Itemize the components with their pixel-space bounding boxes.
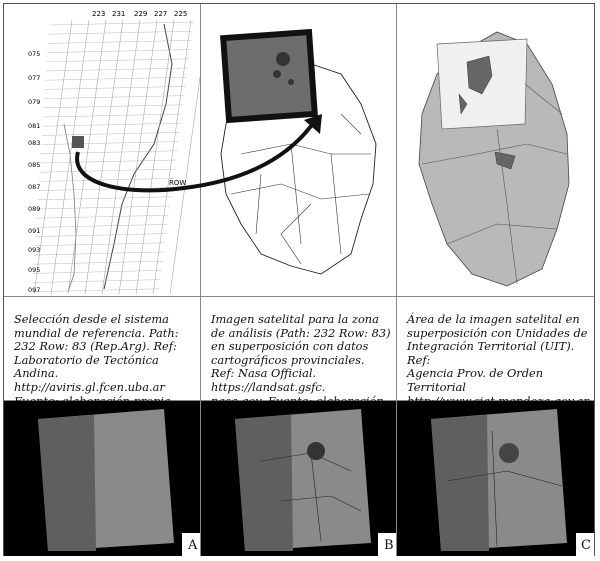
row-label: 081 bbox=[28, 122, 41, 130]
scene-image-a bbox=[4, 401, 200, 556]
caption-panel-b: Imagen satelital para la zona de análisis (Path: 232 Row: 83) en superposición con datos cartográficos provinciales. Ref: Nasa Official. https://landsat.gsfc. bbox=[211, 312, 391, 394]
scene-panel-c bbox=[397, 401, 594, 556]
urban-area bbox=[499, 443, 519, 463]
row-label: 091 bbox=[28, 227, 41, 235]
path-label: 227 bbox=[154, 10, 168, 18]
path-label: 223 bbox=[92, 10, 106, 18]
row-label: 087 bbox=[28, 183, 41, 191]
connector-arrow bbox=[64, 104, 404, 224]
mountain-region bbox=[235, 415, 293, 551]
row-label: 093 bbox=[28, 246, 41, 254]
grid-row-line bbox=[34, 252, 164, 255]
grid-row-line bbox=[36, 224, 168, 227]
mountain-region bbox=[38, 415, 96, 551]
scene-image-b bbox=[201, 401, 396, 556]
urban-area bbox=[307, 442, 325, 460]
path-label: 225 bbox=[174, 10, 188, 18]
path-label: 231 bbox=[112, 10, 126, 18]
row-label: 083 bbox=[28, 139, 41, 147]
scene-panel-a bbox=[4, 401, 200, 556]
path-labels bbox=[92, 10, 187, 18]
row-label: 077 bbox=[28, 74, 41, 82]
mountain-region bbox=[431, 415, 489, 551]
row-label: 097 bbox=[28, 286, 41, 294]
row-label: 095 bbox=[28, 266, 41, 274]
row-label: 079 bbox=[28, 98, 41, 106]
caption-panel-a: Selección desde el sistema mundial de referencia. Path: 232 Row: 83 (Rep.Arg). Ref: Laboratorio de Tectónica Andina. http://aviris.gl.fcen.uba.ar bbox=[14, 312, 179, 394]
caption-panel-c: Área de la imagen satelital en superposición con Unidades de Integración Territorial (UIT). Ref: Agencia Prov. de Orden Territorial bbox=[407, 312, 588, 394]
scene-panel-b bbox=[201, 401, 396, 556]
arrow-curve bbox=[77, 122, 314, 190]
row-divider-1 bbox=[4, 296, 594, 297]
row-label: 085 bbox=[28, 161, 41, 169]
panel-tag-b: B bbox=[384, 538, 394, 553]
grid-row-line bbox=[35, 234, 166, 237]
row-label: 089 bbox=[28, 205, 41, 213]
grid-row-line bbox=[32, 280, 160, 283]
grid-row-line bbox=[46, 68, 188, 71]
row-axis-label: ROW bbox=[169, 179, 187, 187]
path-label: 229 bbox=[134, 10, 148, 18]
grid-row-line bbox=[33, 261, 162, 264]
scene-image-c bbox=[397, 401, 594, 556]
grid-row-line bbox=[47, 59, 190, 62]
row-label: 075 bbox=[28, 50, 41, 58]
panel-tag-a: A bbox=[188, 538, 198, 553]
grid-row-line bbox=[35, 243, 166, 246]
uit-map-panel bbox=[397, 4, 594, 296]
grid-row-line bbox=[49, 22, 194, 25]
panel-tag-c: C bbox=[581, 538, 591, 553]
figure-frame bbox=[3, 3, 595, 556]
uit-map-figure bbox=[397, 4, 594, 296]
grid-row-line bbox=[32, 289, 160, 292]
grid-row-line bbox=[33, 270, 162, 273]
row-labels bbox=[28, 50, 40, 294]
